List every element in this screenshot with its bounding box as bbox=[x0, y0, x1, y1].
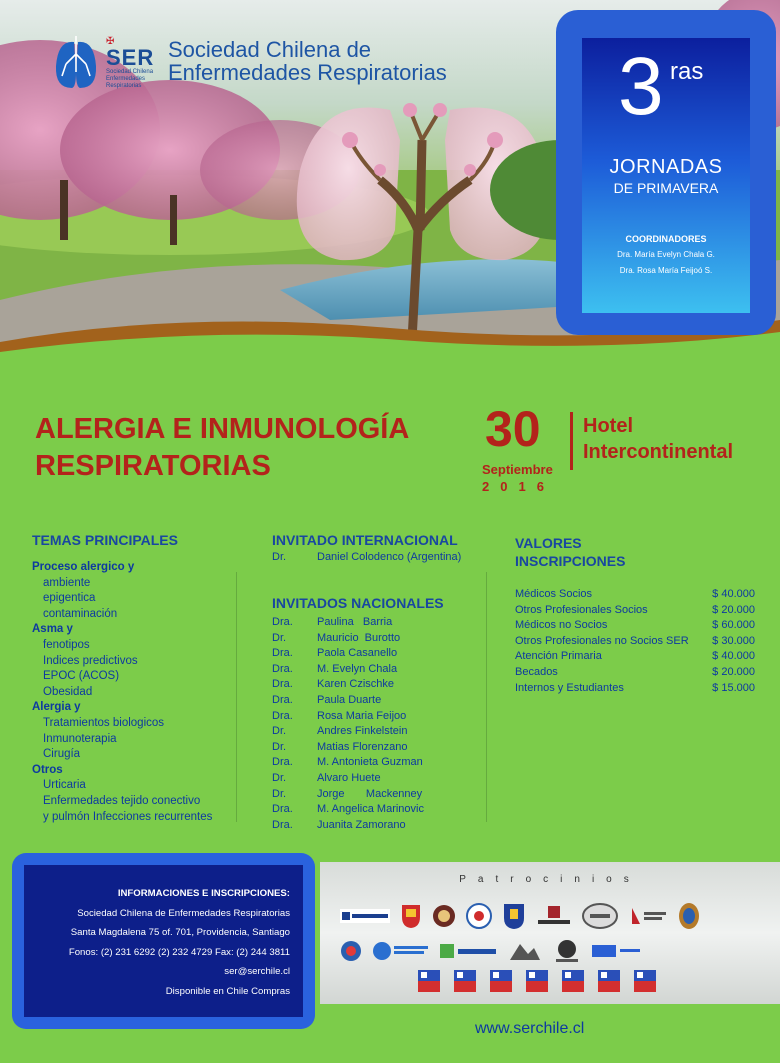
column-divider bbox=[486, 572, 487, 822]
guest-name: Karen Czischke bbox=[317, 678, 395, 691]
guest-title: Dr. bbox=[272, 740, 287, 753]
contact-note: Disponible en Chile Compras bbox=[165, 985, 290, 997]
guest-title: Dra. bbox=[272, 756, 293, 769]
event-name-line2: DE PRIMAVERA bbox=[613, 180, 719, 196]
coordinators-heading: COORDINADORES bbox=[625, 234, 707, 244]
guest-title: Dr. bbox=[272, 551, 287, 563]
guest-title: Dra. bbox=[272, 693, 293, 706]
sponsor-row-2 bbox=[340, 938, 652, 964]
guest-title: Dra. bbox=[272, 616, 293, 628]
event-title-panel bbox=[582, 38, 750, 313]
topics-list bbox=[32, 560, 232, 825]
guest-name: Paola Casanello bbox=[317, 647, 398, 660]
lungs-logo-icon bbox=[52, 32, 100, 94]
university-valparaiso-logo-icon bbox=[340, 905, 390, 927]
fee-label: Atención Primaria bbox=[515, 650, 602, 663]
event-name-line1: JORNADAS bbox=[609, 156, 723, 178]
topic-item: Tratamientos biologicos bbox=[43, 716, 165, 729]
udd-logo-icon bbox=[592, 941, 642, 961]
guest-title: Dr. bbox=[272, 771, 287, 784]
contact-panel bbox=[24, 865, 303, 1017]
edition-suffix: ras bbox=[670, 58, 704, 85]
guest-title: Dra. bbox=[272, 647, 293, 660]
ser-logo bbox=[52, 32, 162, 94]
topic-category: Proceso alergico y bbox=[32, 561, 135, 573]
national-guests-heading: INVITADOS NACIONALES bbox=[272, 595, 444, 611]
sponsor-row-1 bbox=[340, 902, 710, 930]
guest-title: Dr. bbox=[272, 631, 287, 644]
guest-row bbox=[272, 771, 424, 787]
topic-item: ambiente bbox=[43, 576, 91, 589]
oval-seal-logo-icon bbox=[582, 903, 618, 929]
topic-category: Asma y bbox=[32, 623, 73, 636]
guest-name: Juanita Zamorano bbox=[317, 818, 406, 831]
fee-price: $ 30.000 bbox=[712, 634, 755, 647]
guest-title: Dra. bbox=[272, 803, 293, 816]
contact-box bbox=[12, 853, 315, 1029]
event-year: 2016 bbox=[482, 479, 555, 494]
fee-row bbox=[515, 681, 755, 697]
guest-name: M. Angelica Marinovic bbox=[317, 803, 424, 816]
guest-name: Rosa Maria Feijoo bbox=[317, 709, 407, 722]
international-guest bbox=[272, 551, 461, 563]
guest-name: Paula Duarte bbox=[317, 693, 382, 706]
topic-item: Urticaria bbox=[43, 779, 86, 792]
guest-title: Dra. bbox=[272, 662, 293, 675]
fee-label: Otros Profesionales Socios bbox=[515, 603, 648, 616]
contact-email[interactable]: ser@serchile.cl bbox=[224, 966, 290, 977]
guest-name: Jorge Mackenney bbox=[317, 787, 423, 800]
event-venue bbox=[583, 413, 733, 465]
guest-title: Dra. bbox=[272, 709, 293, 722]
fees-heading-line1: VALORES bbox=[515, 535, 582, 551]
fees-heading bbox=[515, 534, 625, 570]
guest-title: Dra. bbox=[272, 678, 293, 691]
guest-title: Dr. bbox=[272, 787, 287, 800]
topic-item: epigentica bbox=[43, 592, 96, 605]
edition-number: 3 bbox=[618, 41, 664, 132]
contact-address: Santa Magdalena 75 of. 701, Providencia, Santiago bbox=[70, 927, 290, 938]
government-logo-icon bbox=[490, 970, 512, 992]
mountain-logo-icon bbox=[508, 938, 542, 964]
fee-price: $ 20.000 bbox=[712, 665, 755, 678]
fee-row bbox=[515, 587, 755, 603]
fee-label: Médicos no Socios bbox=[515, 619, 608, 632]
guest-row bbox=[272, 787, 424, 803]
fee-label: Otros Profesionales no Socios SER bbox=[515, 634, 689, 647]
guest-row bbox=[272, 677, 424, 693]
coordinator-name: Dra. Rosa María Feijoó S. bbox=[619, 266, 713, 275]
guest-row bbox=[272, 755, 424, 771]
fee-price: $ 40.000 bbox=[712, 588, 755, 600]
santiago-logo-icon bbox=[440, 940, 498, 962]
guest-name: M. Antonieta Guzman bbox=[317, 756, 423, 769]
society-name-line1: Sociedad Chilena de bbox=[168, 37, 372, 62]
guest-name: Andres Finkelstein bbox=[317, 725, 408, 738]
guest-name: Matias Florenzano bbox=[317, 740, 408, 753]
university-los-andes-logo-icon bbox=[432, 903, 456, 929]
guest-row bbox=[272, 802, 424, 818]
congress-title-line1: ALERGIA E INMUNOLOGÍA bbox=[35, 413, 410, 445]
fee-row bbox=[515, 634, 755, 650]
guest-row bbox=[272, 615, 424, 631]
topic-item: fenotipos bbox=[43, 638, 90, 651]
topic-category: Alergia y bbox=[32, 701, 81, 714]
logo-subtext: Sociedad Chilena Enfermedades Respiratorias bbox=[106, 68, 154, 89]
contact-heading: INFORMACIONES E INSCRIPCIONES: bbox=[117, 888, 290, 899]
guest-name: Alvaro Huete bbox=[317, 771, 381, 784]
guest-name: Daniel Colodenco (Argentina) bbox=[317, 551, 462, 563]
society-name bbox=[168, 38, 447, 84]
fee-row bbox=[515, 665, 755, 681]
circle-emblem-logo-icon bbox=[552, 938, 582, 964]
round-emblem-logo-icon bbox=[466, 903, 492, 929]
topic-item: y pulmón Infecciones recurrentes bbox=[43, 810, 213, 823]
paho-logo-icon bbox=[372, 940, 430, 962]
government-logo-icon bbox=[454, 970, 476, 992]
topic-item: Inmunoterapia bbox=[43, 732, 117, 745]
guest-row bbox=[272, 818, 424, 834]
guest-row bbox=[272, 740, 424, 756]
fee-label: Internos y Estudiantes bbox=[515, 681, 624, 694]
guest-row bbox=[272, 662, 424, 678]
topic-item: EPOC (ACOS) bbox=[43, 670, 120, 683]
government-logo-icon bbox=[562, 970, 584, 992]
allergy-society-logo-icon bbox=[628, 904, 668, 928]
sponsor-row-3 bbox=[418, 970, 670, 992]
society-name-line2: Enfermedades Respiratorias bbox=[168, 60, 447, 85]
topic-item: Indices predictivos bbox=[43, 654, 138, 667]
university-concepcion-logo-icon bbox=[502, 902, 526, 930]
guest-row bbox=[272, 693, 424, 709]
guest-name: M. Evelyn Chala bbox=[317, 662, 398, 675]
round-badge-logo-icon bbox=[340, 940, 362, 962]
topics-heading: TEMAS PRINCIPALES bbox=[32, 532, 178, 548]
guest-title: Dra. bbox=[272, 818, 293, 831]
sponsors-panel bbox=[320, 862, 780, 1004]
fee-label: Becados bbox=[515, 665, 558, 678]
congress-title bbox=[35, 411, 409, 485]
government-logo-icon bbox=[418, 970, 440, 992]
international-guest-heading: INVITADO INTERNACIONAL bbox=[272, 532, 458, 548]
guest-name: Mauricio Burotto bbox=[317, 631, 401, 644]
venue-line2: Intercontinental bbox=[583, 441, 734, 463]
fee-label: Médicos Socios bbox=[515, 588, 593, 600]
venue-line1: Hotel bbox=[583, 415, 633, 437]
government-logo-icon bbox=[598, 970, 620, 992]
event-month: Septiembre bbox=[482, 462, 553, 477]
topic-item: contaminación bbox=[43, 607, 118, 620]
column-divider bbox=[236, 572, 237, 822]
fee-row bbox=[515, 649, 755, 665]
fees-table bbox=[515, 587, 755, 696]
government-logo-icon bbox=[526, 970, 548, 992]
guest-row bbox=[272, 724, 424, 740]
edition-ordinal bbox=[618, 41, 704, 132]
guest-row bbox=[272, 646, 424, 662]
fee-price: $ 60.000 bbox=[712, 619, 755, 632]
topic-item: Cirugía bbox=[43, 748, 81, 761]
topic-item: Obesidad bbox=[43, 685, 93, 698]
government-logo-icon bbox=[634, 970, 656, 992]
fee-price: $ 20.000 bbox=[712, 603, 755, 616]
event-title-box bbox=[556, 10, 776, 335]
guest-row bbox=[272, 709, 424, 725]
date-divider bbox=[570, 412, 573, 470]
cross-icon: ✠ bbox=[106, 35, 115, 47]
fee-row bbox=[515, 618, 755, 634]
fee-row bbox=[515, 603, 755, 619]
fees-heading-line2: INSCRIPCIONES bbox=[515, 553, 626, 569]
contact-phones: Fonos: (2) 231 6292 (2) 232 4729 Fax: (2) 244 3811 bbox=[68, 946, 290, 958]
topic-item: Enfermedades tejido conectivo bbox=[43, 794, 201, 807]
website-link[interactable]: www.serchile.cl bbox=[475, 1020, 585, 1037]
coordinator-name: Dra. María Evelyn Chala G. bbox=[617, 250, 715, 259]
guest-row bbox=[272, 631, 424, 647]
topic-category: Otros bbox=[32, 763, 63, 776]
contact-line: Sociedad Chilena de Enfermedades Respiratorias bbox=[77, 907, 290, 919]
fee-price: $ 15.000 bbox=[712, 681, 755, 694]
fee-price: $ 40.000 bbox=[712, 650, 755, 663]
guest-title: Dr. bbox=[272, 725, 287, 738]
event-day: 30 bbox=[485, 401, 541, 457]
congress-title-line2: RESPIRATORIAS bbox=[35, 450, 271, 482]
national-guests-list bbox=[272, 615, 424, 833]
logo-acronym: SER bbox=[106, 44, 155, 70]
guest-name: Paulina Barria bbox=[317, 616, 393, 628]
sponsors-heading: Patrocinios bbox=[459, 874, 641, 885]
shield-logo-icon bbox=[400, 903, 422, 929]
crest-logo-icon bbox=[678, 902, 700, 930]
university-austral-logo-icon bbox=[536, 904, 572, 928]
